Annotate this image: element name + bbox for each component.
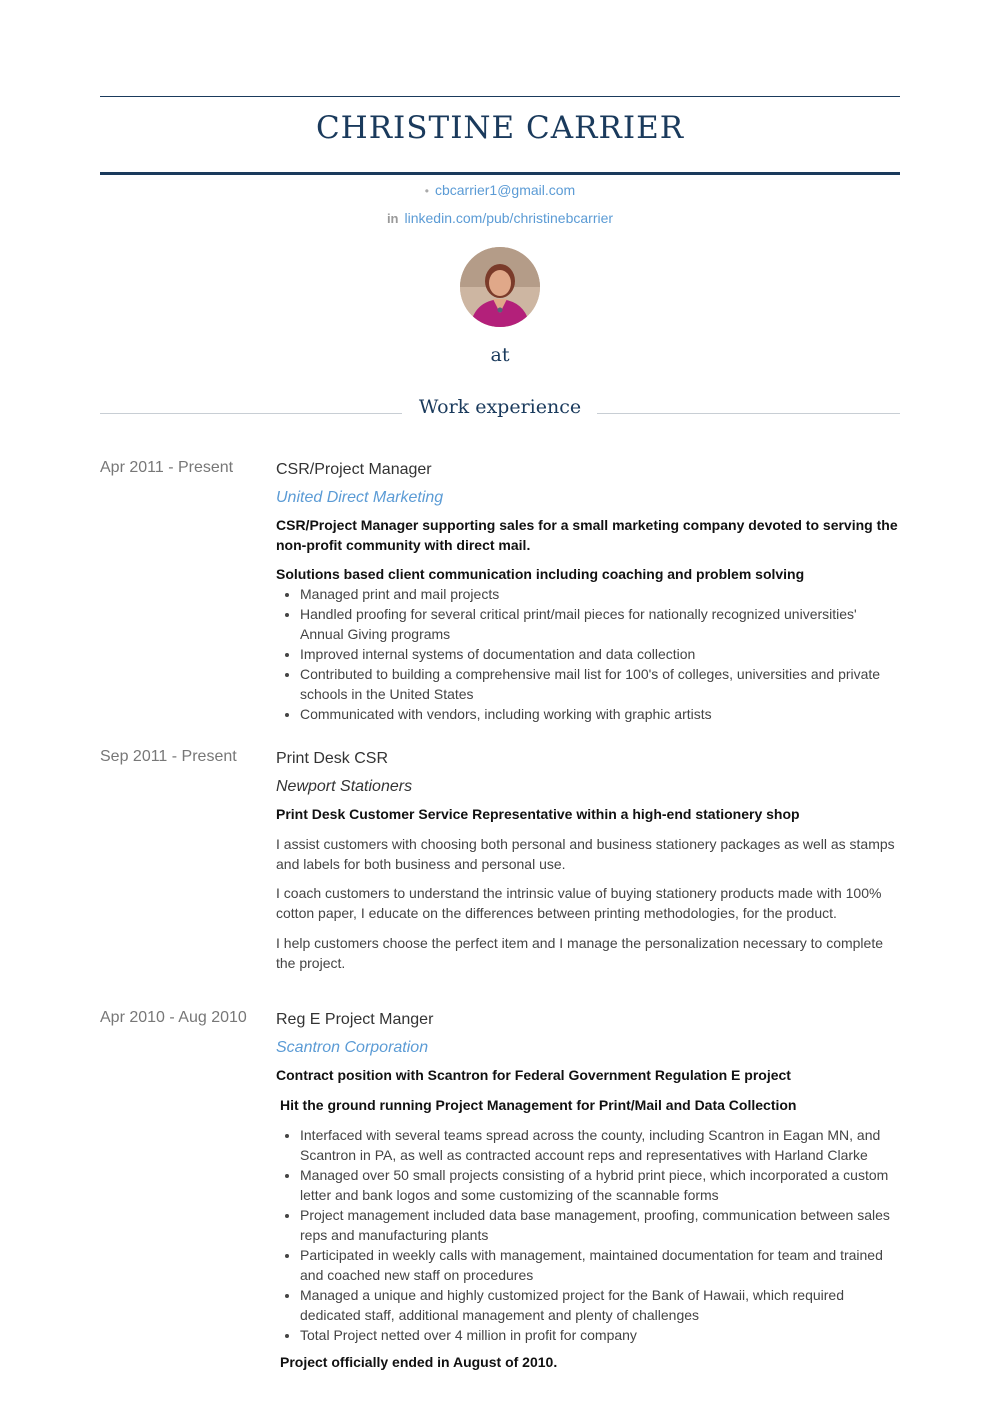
avatar-photo [460,247,540,327]
job-title: Print Desk CSR [276,750,389,767]
job-paragraph: I help customers choose the perfect item and I manage the personalization necessary to complete the project. [276,935,884,971]
job-paragraph: I assist customers with choosing both personal and business stationery packages as well as stamps and labels for both business and personal use. [276,836,895,872]
job-subheading: Solutions based client communication including coaching and problem solving [276,566,805,582]
list-item: • Improved internal systems of documentation and data collection [300,644,900,664]
job-dates: Apr 2011 - Present [100,459,234,476]
list-item: • Interfaced with several teams spread across the county, including Scantron in Eagan MN, and Scantron in PA, as well as contracted account reps and representatives with Harland Clarke [300,1125,900,1165]
work-experience-heading [100,396,900,426]
job-dates: Apr 2010 - Aug 2010 [100,1009,247,1026]
job-bullets [276,1125,900,1345]
company-name: Newport Stationers [276,778,413,795]
job-title: Reg E Project Manger [276,1011,434,1028]
bullet-dot-icon: • [424,184,429,198]
job-subheading: Hit the ground running Project Management for Print/Mail and Data Collection [280,1097,797,1113]
email-link[interactable]: cbcarrier1@gmail.com [434,182,576,198]
section-divider-right [597,413,900,414]
job-dates: Sep 2011 - Present [100,748,237,765]
linkedin-icon: in [386,211,399,226]
list-item: • Handled proofing for several critical print/mail pieces for nationally recognized universities' Annual Giving programs [300,604,900,644]
job-summary: Contract position with Scantron for Federal Government Regulation E project [276,1067,791,1083]
job-bullets [276,584,900,724]
list-item: • Managed print and mail projects [300,584,900,604]
list-item: • Participated in weekly calls with management, maintained documentation for team and trained and coached new staff on procedures [300,1245,900,1285]
job-paragraph: I coach customers to understand the intrinsic value of buying stationery products made with 100% cotton paper, I educate on the differences between printing methodologies, for the product. [276,885,882,921]
name-rule [100,172,900,175]
company-link[interactable]: United Direct Marketing [276,489,444,506]
job-summary: CSR/Project Manager supporting sales for a small marketing company devoted to serving the non-profit community with direct mail. [276,517,898,553]
list-item: • Total Project netted over 4 million in profit for company [300,1325,900,1345]
list-item: • Managed over 50 small projects consisting of a hybrid print piece, which incorporated a custom letter and bank logos and some customizing of the scannable forms [300,1165,900,1205]
linkedin-line [100,210,900,226]
job-summary: Print Desk Customer Service Representative within a high-end stationery shop [276,806,800,822]
job-closing-note: Project officially ended in August of 2010. [280,1354,558,1370]
section-title: Work experience [418,396,582,418]
list-item: • Communicated with vendors, including working with graphic artists [300,704,900,724]
headline: at [490,344,510,366]
company-link[interactable]: Scantron Corporation [276,1039,429,1056]
candidate-name: CHRISTINE CARRIER [315,110,685,146]
avatar [460,247,540,327]
list-item: • Managed a unique and highly customized project for the Bank of Hawaii, which required dedicated staff, additional management and plenty of challenges [300,1285,900,1325]
job-title: CSR/Project Manager [276,461,432,478]
linkedin-link[interactable]: linkedin.com/pub/christinebcarrier [404,210,614,226]
list-item: • Project management included data base management, proofing, communication between sales reps and manufacturing plants [300,1205,900,1245]
top-rule [100,96,900,97]
email-line [100,182,900,198]
list-item: • Contributed to building a comprehensive mail list for 100's of colleges, universities and private schools in the United States [300,664,900,704]
